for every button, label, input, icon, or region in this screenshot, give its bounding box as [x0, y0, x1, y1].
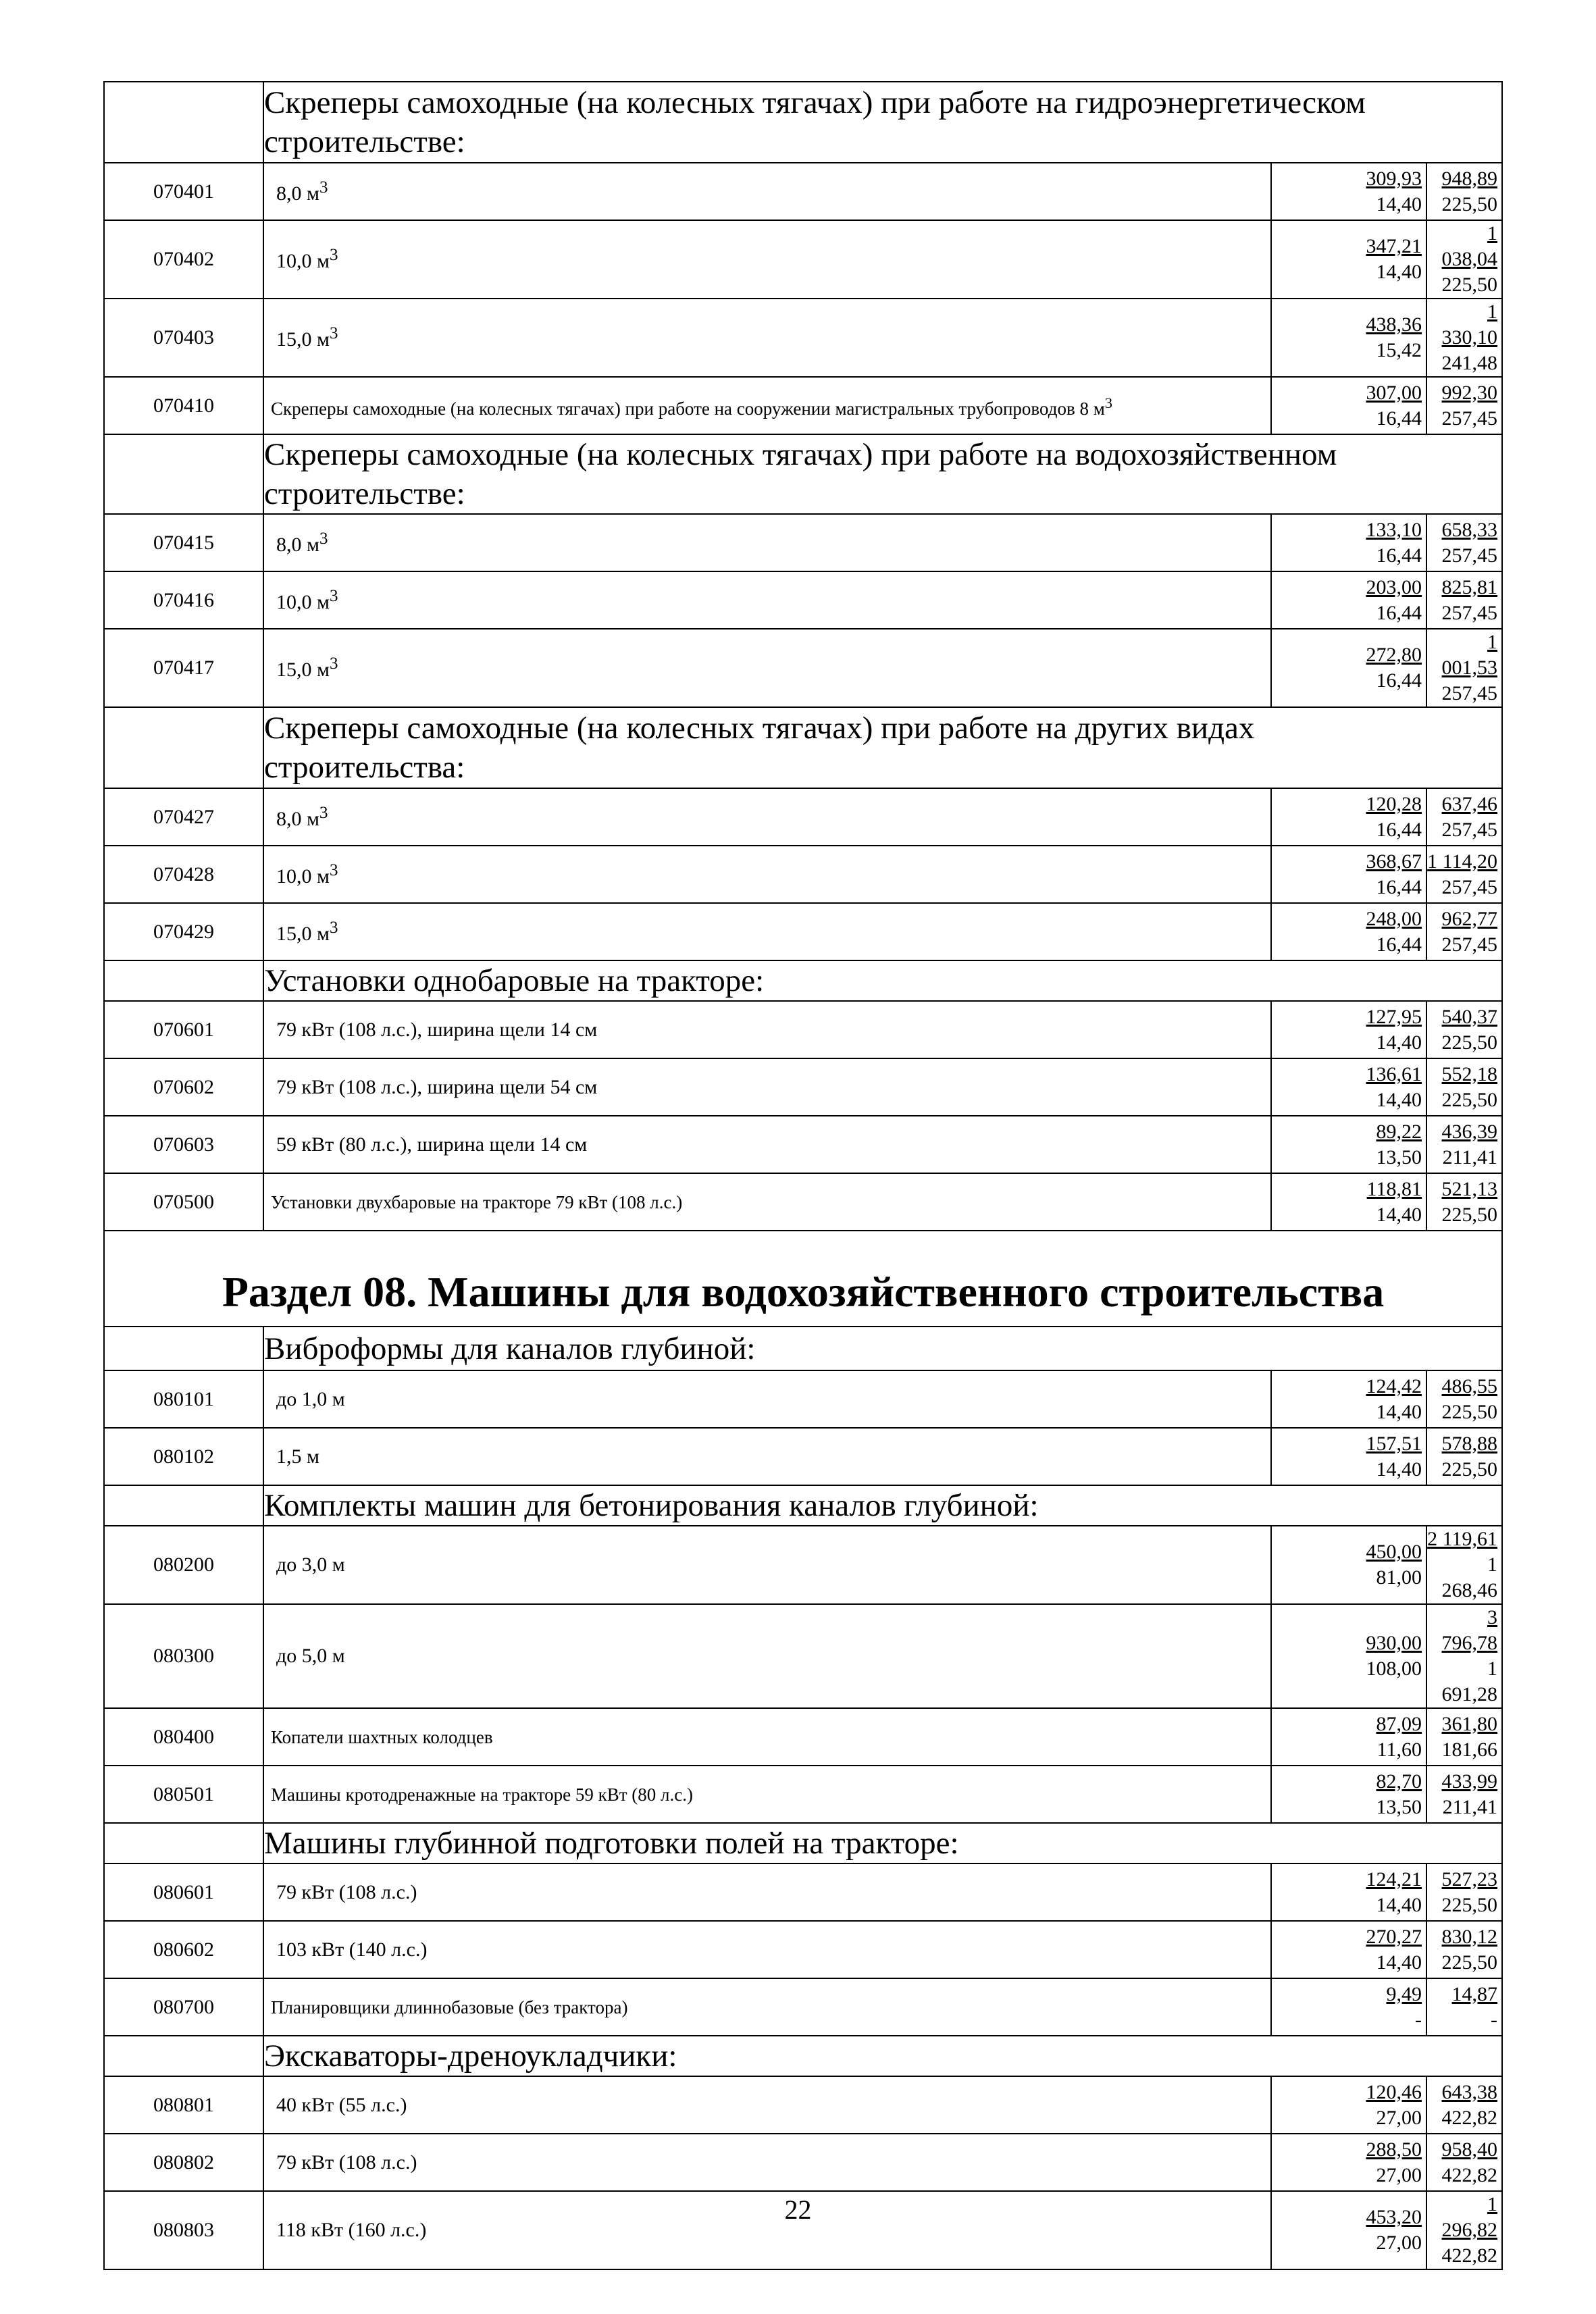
empty-code-cell: [104, 2036, 263, 2076]
row-code: 070500: [104, 1173, 263, 1231]
rate-bottom-value: 225,50: [1441, 1893, 1498, 1916]
rate-bottom-value: 16,44: [1376, 933, 1422, 956]
row-description: [263, 1173, 1271, 1231]
rate-col-1: [1271, 514, 1426, 571]
rate-top-value: 9,49: [1386, 1982, 1422, 2005]
rate-bottom-value: 422,82: [1441, 2244, 1498, 2267]
rate-col-2: [1426, 220, 1502, 299]
group-title: Скреперы самоходные (на колесных тягачах) при работе на гидроэнергетическом строительстве:: [263, 82, 1502, 163]
group-header-row: [104, 1485, 1502, 1526]
empty-code-cell: [104, 707, 263, 788]
group-title: Виброформы для каналов глубиной:: [263, 1327, 1502, 1370]
rate-col-1: [1271, 1370, 1426, 1428]
rate-col-1: [1271, 1526, 1426, 1604]
row-code: 070403: [104, 299, 263, 377]
rate-top-value: 540,37: [1441, 1005, 1498, 1028]
table-row: [104, 163, 1502, 220]
table-row: [104, 1173, 1502, 1231]
rate-col-1: [1271, 163, 1426, 220]
row-description: [263, 2134, 1271, 2191]
rate-top-value: 124,21: [1366, 1868, 1422, 1891]
rate-top-value: 14,87: [1451, 1982, 1498, 2005]
rate-col-2: [1426, 1370, 1502, 1428]
rate-top-value: 948,89: [1441, 167, 1498, 190]
rate-bottom-value: 225,50: [1441, 1458, 1498, 1481]
rate-bottom-value: 1 691,28: [1441, 1657, 1498, 1705]
group-title: Скреперы самоходные (на колесных тягачах) при работе на других видах строительства:: [263, 707, 1502, 788]
rate-top-value: 825,81: [1441, 575, 1498, 598]
description-text: 10,0 м: [276, 590, 330, 613]
rate-top-value: 521,13: [1441, 1177, 1498, 1200]
row-description: [263, 1058, 1271, 1116]
rate-top-value: 637,46: [1441, 792, 1498, 815]
rate-bottom-value: -: [1491, 2008, 1498, 2031]
unit-superscript: 3: [329, 586, 338, 605]
row-description: [263, 571, 1271, 629]
row-description: [263, 788, 1271, 846]
row-description: [263, 1978, 1271, 2036]
table-row: [104, 1370, 1502, 1428]
group-title: Скреперы самоходные (на колесных тягачах) при работе на водохозяйственном строительстве:: [263, 434, 1502, 514]
rate-col-1: [1271, 1428, 1426, 1485]
rate-top-value: 1 001,53: [1441, 631, 1498, 679]
description-text: Установки двухбаровые на тракторе 79 кВт (108 л.с.): [271, 1191, 683, 1212]
row-description: [263, 1921, 1271, 1978]
rate-top-value: 552,18: [1441, 1062, 1498, 1085]
rate-bottom-value: 16,44: [1376, 875, 1422, 898]
rate-top-value: 248,00: [1366, 907, 1422, 930]
rate-bottom-value: 422,82: [1441, 2106, 1498, 2129]
group-header-row: [104, 960, 1502, 1001]
rate-top-value: 2 119,61: [1427, 1528, 1498, 1550]
rate-bottom-value: 81,00: [1376, 1566, 1422, 1589]
table-row: [104, 1766, 1502, 1823]
row-description: [263, 1604, 1271, 1708]
rate-col-1: [1271, 1921, 1426, 1978]
empty-code-cell: [104, 82, 263, 163]
rate-top-value: 527,23: [1441, 1868, 1498, 1891]
row-code: 070601: [104, 1001, 263, 1058]
rate-bottom-value: 257,45: [1441, 875, 1498, 898]
rate-top-value: 658,33: [1441, 518, 1498, 541]
rate-top-value: 436,39: [1441, 1120, 1498, 1143]
table-row: [104, 1526, 1502, 1604]
row-code: 070410: [104, 377, 263, 434]
empty-code-cell: [104, 960, 263, 1001]
table-row: [104, 1921, 1502, 1978]
rate-bottom-value: 225,50: [1441, 274, 1498, 296]
rate-col-2: [1426, 1708, 1502, 1766]
table-row: [104, 1604, 1502, 1708]
rate-bottom-value: 211,41: [1442, 1146, 1498, 1168]
rate-col-2: [1426, 1978, 1502, 2036]
table-row: [104, 1863, 1502, 1921]
description-text: 79 кВт (108 л.с.): [276, 2151, 417, 2174]
rate-bottom-value: 422,82: [1441, 2163, 1498, 2186]
description-text: 15,0 м: [276, 328, 330, 351]
rate-top-value: 136,61: [1366, 1062, 1422, 1085]
description-text: 40 кВт (55 л.с.): [276, 2093, 407, 2116]
rate-bottom-value: 14,40: [1376, 1088, 1422, 1111]
rate-col-2: [1426, 514, 1502, 571]
rate-top-value: 89,22: [1376, 1120, 1422, 1143]
row-code: 080102: [104, 1428, 263, 1485]
rate-col-1: [1271, 1766, 1426, 1823]
description-text: Планировщики длиннобазовые (без трактора): [271, 1997, 628, 2017]
description-text: Скреперы самоходные (на колесных тягачах) при работе на сооружении магистральных трубопроводов 8 м: [271, 398, 1105, 419]
rate-col-1: [1271, 1978, 1426, 2036]
table-row: [104, 514, 1502, 571]
row-description: [263, 629, 1271, 707]
row-code: 070429: [104, 903, 263, 960]
unit-superscript: 3: [329, 246, 338, 264]
rate-bottom-value: 27,00: [1376, 2232, 1422, 2254]
section-title: Раздел 08. Машины для водохозяйственного строительства: [104, 1231, 1502, 1327]
rate-top-value: 1 330,10: [1441, 301, 1498, 349]
row-code: 070602: [104, 1058, 263, 1116]
rate-col-2: [1426, 1863, 1502, 1921]
unit-superscript: 3: [319, 803, 328, 822]
table-row: [104, 903, 1502, 960]
unit-superscript: 3: [329, 860, 338, 879]
empty-code-cell: [104, 1327, 263, 1370]
rate-bottom-value: 1 268,46: [1441, 1553, 1498, 1601]
group-header-row: [104, 1327, 1502, 1370]
group-header-row: [104, 2036, 1502, 2076]
rate-top-value: 368,67: [1366, 850, 1422, 873]
rate-col-1: [1271, 2076, 1426, 2134]
row-description: [263, 1001, 1271, 1058]
rate-col-1: [1271, 1863, 1426, 1921]
rate-col-2: [1426, 1173, 1502, 1231]
row-description: [263, 514, 1271, 571]
row-description: [263, 846, 1271, 903]
rate-top-value: 127,95: [1366, 1005, 1422, 1028]
rate-bottom-value: 14,40: [1376, 1400, 1422, 1423]
description-text: 79 кВт (108 л.с.): [276, 1880, 417, 1903]
description-text: до 5,0 м: [276, 1645, 345, 1667]
rate-bottom-value: 14,40: [1376, 1893, 1422, 1916]
rate-top-value: 1 038,04: [1441, 222, 1498, 270]
row-code: 070428: [104, 846, 263, 903]
empty-code-cell: [104, 434, 263, 514]
row-code: 080300: [104, 1604, 263, 1708]
description-text: Машины кротодренажные на тракторе 59 кВт (80 л.с.): [271, 1784, 693, 1805]
rate-col-1: [1271, 788, 1426, 846]
table-row: [104, 299, 1502, 377]
rate-top-value: 438,36: [1366, 313, 1422, 336]
rate-col-2: [1426, 2076, 1502, 2134]
row-description: [263, 1863, 1271, 1921]
table-row: [104, 629, 1502, 707]
description-text: 10,0 м: [276, 865, 330, 888]
rate-col-1: [1271, 2134, 1426, 2191]
group-title: Комплекты машин для бетонирования каналов глубиной:: [263, 1485, 1502, 1526]
row-description: [263, 2076, 1271, 2134]
rate-bottom-value: 181,66: [1441, 1738, 1498, 1761]
rate-top-value: 486,55: [1441, 1374, 1498, 1397]
group-title: Машины глубинной подготовки полей на тракторе:: [263, 1823, 1502, 1863]
row-description: [263, 1766, 1271, 1823]
rate-top-value: 82,70: [1376, 1770, 1422, 1793]
empty-code-cell: [104, 1823, 263, 1863]
row-description: [263, 377, 1271, 434]
rate-bottom-value: 257,45: [1441, 544, 1498, 567]
rate-bottom-value: 14,40: [1376, 261, 1422, 283]
row-description: [263, 1116, 1271, 1173]
rate-col-2: [1426, 163, 1502, 220]
description-text: 79 кВт (108 л.с.), ширина щели 54 см: [276, 1075, 598, 1098]
table-row: [104, 1058, 1502, 1116]
rate-bottom-value: 15,42: [1376, 339, 1422, 361]
rate-col-1: [1271, 377, 1426, 434]
rate-col-2: [1426, 1428, 1502, 1485]
row-code: 080602: [104, 1921, 263, 1978]
unit-superscript: 3: [329, 918, 338, 937]
row-code: 080801: [104, 2076, 263, 2134]
rate-bottom-value: 225,50: [1441, 1031, 1498, 1054]
rate-top-value: 1 296,82: [1441, 2193, 1498, 2241]
table-row: [104, 1001, 1502, 1058]
row-code: 080400: [104, 1708, 263, 1766]
group-header-row: [104, 434, 1502, 514]
rate-bottom-value: 14,40: [1376, 1951, 1422, 1974]
rate-col-2: [1426, 1116, 1502, 1173]
description-text: 8,0 м: [276, 182, 319, 205]
rate-col-2: [1426, 1001, 1502, 1058]
rate-top-value: 930,00: [1366, 1632, 1422, 1654]
group-header-row: [104, 1823, 1502, 1863]
rate-bottom-value: 16,44: [1376, 407, 1422, 430]
rate-top-value: 1 114,20: [1427, 850, 1498, 873]
rate-col-2: [1426, 377, 1502, 434]
rate-col-1: [1271, 903, 1426, 960]
row-code: 080700: [104, 1978, 263, 2036]
rate-top-value: 272,80: [1366, 644, 1422, 666]
row-code: 080501: [104, 1766, 263, 1823]
rate-bottom-value: 257,45: [1441, 818, 1498, 841]
description-text: 8,0 м: [276, 807, 319, 830]
row-code: 070427: [104, 788, 263, 846]
table-row: [104, 1708, 1502, 1766]
rate-top-value: 309,93: [1366, 167, 1422, 190]
row-code: 070603: [104, 1116, 263, 1173]
row-code: 080803: [104, 2191, 263, 2269]
table-row: [104, 571, 1502, 629]
rate-col-2: [1426, 903, 1502, 960]
section-title-row: [104, 1231, 1502, 1327]
empty-code-cell: [104, 1485, 263, 1526]
description-text: 15,0 м: [276, 659, 330, 681]
description-text: 59 кВт (80 л.с.), ширина щели 14 см: [276, 1133, 588, 1156]
rate-bottom-value: 241,48: [1441, 352, 1498, 374]
table-row: [104, 788, 1502, 846]
rate-top-value: 120,46: [1366, 2080, 1422, 2103]
rate-col-2: [1426, 1766, 1502, 1823]
rate-top-value: 120,28: [1366, 792, 1422, 815]
group-title: Экскаваторы-дреноукладчики:: [263, 2036, 1502, 2076]
rate-top-value: 450,00: [1366, 1541, 1422, 1563]
row-description: [263, 1526, 1271, 1604]
rate-bottom-value: 11,60: [1376, 1738, 1422, 1761]
rate-col-2: [1426, 1058, 1502, 1116]
rate-col-2: [1426, 1604, 1502, 1708]
rate-top-value: 307,00: [1366, 381, 1422, 404]
table-row: [104, 846, 1502, 903]
rate-bottom-value: 14,40: [1376, 192, 1422, 215]
group-header-row: [104, 707, 1502, 788]
description-text: 79 кВт (108 л.с.), ширина щели 14 см: [276, 1018, 598, 1041]
rate-bottom-value: 257,45: [1441, 407, 1498, 430]
row-code: 080200: [104, 1526, 263, 1604]
rate-top-value: 347,21: [1366, 235, 1422, 257]
row-description: [263, 903, 1271, 960]
row-code: 080601: [104, 1863, 263, 1921]
rate-col-2: [1426, 629, 1502, 707]
rate-col-1: [1271, 1116, 1426, 1173]
rate-col-2: [1426, 571, 1502, 629]
rate-bottom-value: 257,45: [1441, 601, 1498, 624]
rate-col-1: [1271, 299, 1426, 377]
table-row: [104, 377, 1502, 434]
group-header-row: [104, 82, 1502, 163]
table-row: [104, 1978, 1502, 2036]
rate-top-value: 118,81: [1366, 1177, 1422, 1200]
table-row: [104, 2134, 1502, 2191]
rate-bottom-value: 27,00: [1376, 2163, 1422, 2186]
row-code: 070417: [104, 629, 263, 707]
row-description: [263, 299, 1271, 377]
rate-bottom-value: 16,44: [1376, 544, 1422, 567]
rate-col-2: [1426, 2134, 1502, 2191]
rate-top-value: 157,51: [1366, 1432, 1422, 1455]
rate-bottom-value: 16,44: [1376, 669, 1422, 692]
rate-bottom-value: 225,50: [1441, 1400, 1498, 1423]
rate-col-1: [1271, 1708, 1426, 1766]
unit-superscript: 3: [1104, 394, 1113, 411]
rate-top-value: 361,80: [1441, 1712, 1498, 1735]
rate-col-2: [1426, 846, 1502, 903]
rate-bottom-value: 16,44: [1376, 601, 1422, 624]
rate-bottom-value: 13,50: [1376, 1146, 1422, 1168]
row-description: [263, 1708, 1271, 1766]
table-row: [104, 2076, 1502, 2134]
rate-bottom-value: 108,00: [1366, 1657, 1422, 1680]
rate-top-value: 124,42: [1366, 1374, 1422, 1397]
description-text: до 3,0 м: [276, 1553, 345, 1576]
row-code: 070416: [104, 571, 263, 629]
rate-top-value: 992,30: [1441, 381, 1498, 404]
description-text: 103 кВт (140 л.с.): [276, 1938, 428, 1961]
row-code: 080802: [104, 2134, 263, 2191]
rate-bottom-value: 257,45: [1441, 933, 1498, 956]
rate-bottom-value: 27,00: [1376, 2106, 1422, 2129]
description-text: до 1,0 м: [276, 1387, 345, 1410]
rate-top-value: 578,88: [1441, 1432, 1498, 1455]
row-code: 080101: [104, 1370, 263, 1428]
rate-col-1: [1271, 1001, 1426, 1058]
description-text: 10,0 м: [276, 250, 330, 272]
rate-col-2: [1426, 1921, 1502, 1978]
rate-top-value: 433,99: [1441, 1770, 1498, 1793]
rate-col-1: [1271, 220, 1426, 299]
rate-top-value: 643,38: [1441, 2080, 1498, 2103]
rate-bottom-value: 14,40: [1376, 1203, 1422, 1226]
rate-col-2: [1426, 299, 1502, 377]
rate-bottom-value: 225,50: [1441, 1088, 1498, 1111]
rate-col-1: [1271, 629, 1426, 707]
rate-top-value: 270,27: [1366, 1925, 1422, 1948]
description-text: 118 кВт (160 л.с.): [276, 2219, 427, 2241]
description-text: 8,0 м: [276, 533, 319, 556]
table-body: [104, 82, 1502, 2269]
rate-bottom-value: 257,45: [1441, 682, 1498, 704]
rate-top-value: 958,40: [1441, 2138, 1498, 2161]
rate-top-value: 453,20: [1366, 2206, 1422, 2228]
rate-bottom-value: 13,50: [1376, 1795, 1422, 1818]
table-row: [104, 220, 1502, 299]
rate-col-1: [1271, 1173, 1426, 1231]
rate-top-value: 133,10: [1366, 518, 1422, 541]
unit-superscript: 3: [319, 178, 328, 197]
rate-bottom-value: 14,40: [1376, 1458, 1422, 1481]
rate-bottom-value: 16,44: [1376, 818, 1422, 841]
rate-col-2: [1426, 788, 1502, 846]
rate-top-value: 962,77: [1441, 907, 1498, 930]
group-title: Установки однобаровые на тракторе:: [263, 960, 1502, 1001]
rate-top-value: 830,12: [1441, 1925, 1498, 1948]
rate-bottom-value: -: [1415, 2008, 1422, 2031]
row-code: 070415: [104, 514, 263, 571]
description-text: Копатели шахтных колодцев: [271, 1726, 493, 1747]
rate-bottom-value: 225,50: [1441, 192, 1498, 215]
description-text: 15,0 м: [276, 922, 330, 945]
row-description: [263, 163, 1271, 220]
rate-col-1: [1271, 846, 1426, 903]
rate-bottom-value: 225,50: [1441, 1203, 1498, 1226]
row-code: 070402: [104, 220, 263, 299]
rate-col-2: [1426, 1526, 1502, 1604]
rate-top-value: 3 796,78: [1441, 1606, 1498, 1654]
row-description: [263, 1428, 1271, 1485]
rate-bottom-value: 211,41: [1442, 1795, 1498, 1818]
rate-top-value: 203,00: [1366, 575, 1422, 598]
rate-top-value: 87,09: [1376, 1712, 1422, 1735]
row-code: 070401: [104, 163, 263, 220]
rate-col-1: [1271, 571, 1426, 629]
machine-rates-table: [103, 81, 1503, 2270]
rate-col-1: [1271, 1058, 1426, 1116]
rate-bottom-value: 225,50: [1441, 1951, 1498, 1974]
table-row: [104, 1428, 1502, 1485]
description-text: 1,5 м: [276, 1445, 319, 1468]
row-description: [263, 1370, 1271, 1428]
unit-superscript: 3: [329, 324, 338, 342]
rate-top-value: 288,50: [1366, 2138, 1422, 2161]
unit-superscript: 3: [329, 654, 338, 673]
page-number: 22: [784, 2194, 812, 2225]
rate-col-1: [1271, 1604, 1426, 1708]
row-description: [263, 220, 1271, 299]
table-row: [104, 1116, 1502, 1173]
unit-superscript: 3: [319, 529, 328, 548]
rate-bottom-value: 14,40: [1376, 1031, 1422, 1054]
